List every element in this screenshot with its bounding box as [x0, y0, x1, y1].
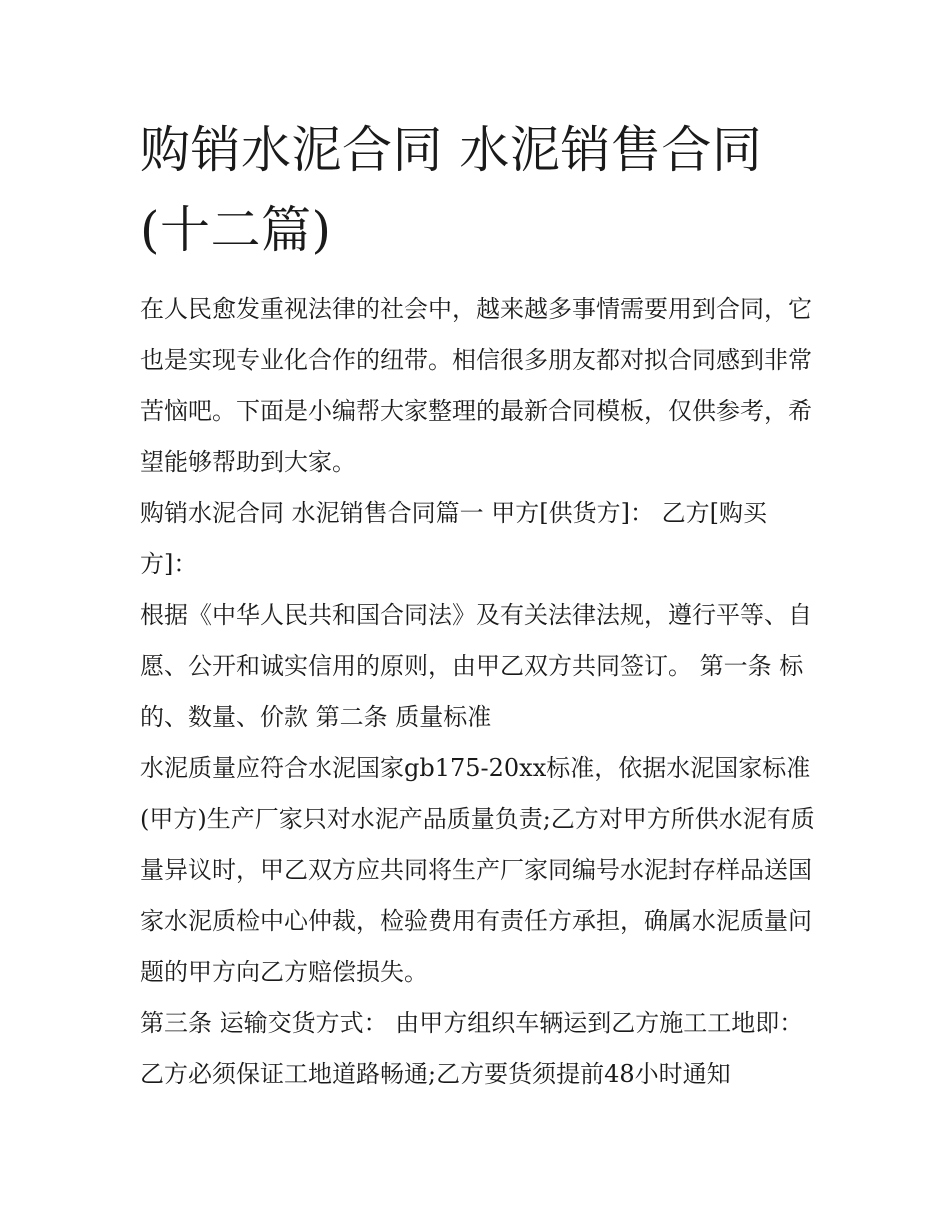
title-line-1: 购销水泥合同 水泥销售合同 — [140, 121, 763, 179]
title-line-2: (十二篇) — [140, 201, 332, 259]
paragraph-quality: 水泥质量应符合水泥国家gb175-20xx标准，依据水泥国家标准(甲方)生产厂家只对水泥产品质量负责;乙方对甲方所供水泥有质量异议时，甲乙双方应共同将生产厂家同编号水泥封存样品送国家水泥质检中心仲裁，检验费用有责任方承担，确属水泥质量问题的甲方向乙方赔偿损失。 — [140, 754, 815, 986]
paragraph-basis: 根据《中华人民共和国合同法》及有关法律法规，遵行平等、自愿、公开和诚实信用的原则，由甲乙双方共同签订。 第一条 标的、数量、价款 第二条 质量标准 — [140, 601, 812, 731]
paragraph-intro: 在人民愈发重视法律的社会中，越来越多事情需要用到合同，它也是实现专业化合作的纽带。相信很多朋友都对拟合同感到非常苦恼吧。下面是小编帮大家整理的最新合同模板，仅供参考，希望能够帮助到大家。 — [140, 295, 812, 476]
paragraph-parties: 购销水泥合同 水泥销售合同篇一 甲方[供货方]： 乙方[购买方]： — [140, 499, 767, 578]
paragraph-transport: 第三条 运输交货方式： 由甲方组织车辆运到乙方施工工地即： 乙方必须保证工地道路畅通;乙方要货须提前48小时通知 — [140, 1009, 804, 1088]
document-title — [140, 110, 822, 270]
